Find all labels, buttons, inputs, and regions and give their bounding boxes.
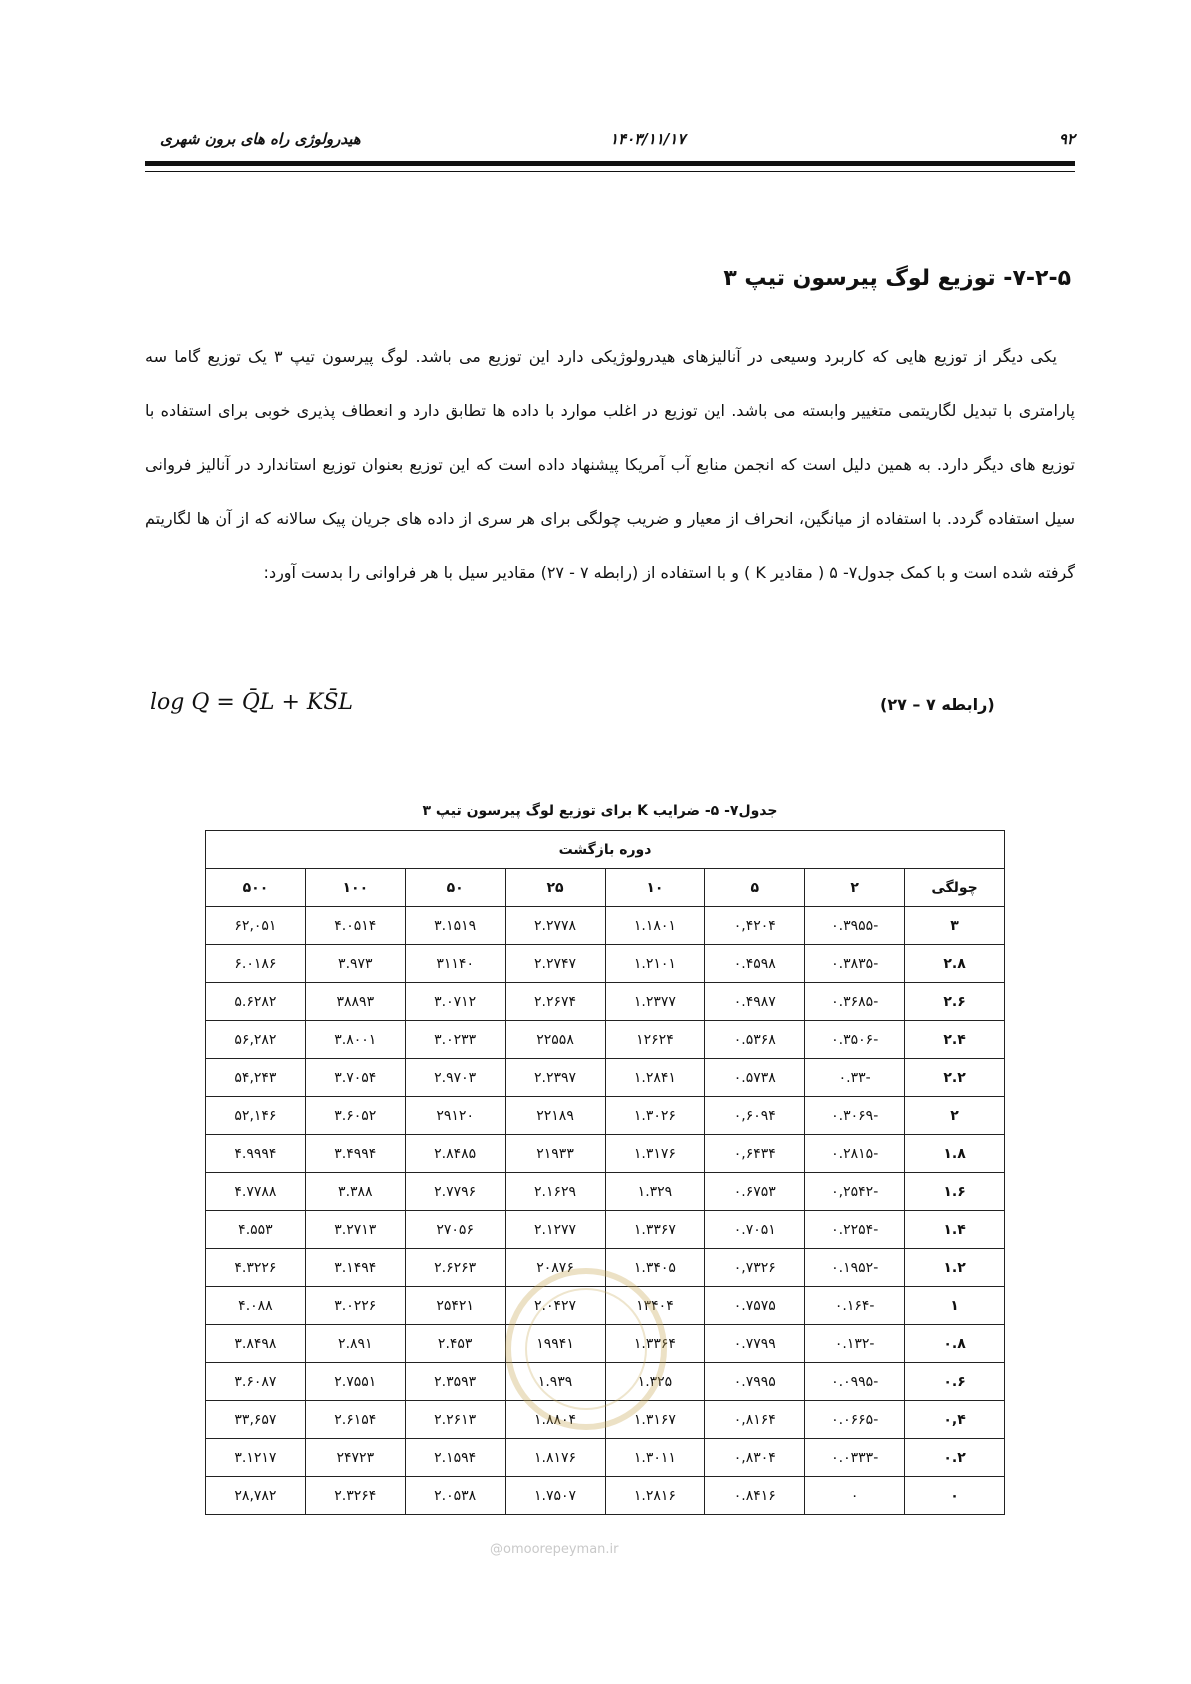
column-header-row: [206, 869, 1005, 907]
k-value-cell: ۲.۸۴۸۵: [405, 1135, 505, 1173]
skewness-cell: ۱: [905, 1287, 1005, 1325]
k-value-cell: ۱۳۴۰۴: [605, 1287, 705, 1325]
k-value-cell: ۲.۲۶۷۴: [505, 983, 605, 1021]
k-value-cell: ۳۸۸۹۳: [305, 983, 405, 1021]
k-value-cell: ۰: [805, 1477, 905, 1515]
column-header-period: ۲۵: [505, 869, 605, 907]
k-value-cell: -۰.۰۶۶۵: [805, 1401, 905, 1439]
k-value-cell: ۲.۲۶۱۳: [405, 1401, 505, 1439]
k-value-cell: ۰.۷۷۹۹: [705, 1325, 805, 1363]
skewness-cell: ۲: [905, 1097, 1005, 1135]
k-value-cell: -۰.۱۹۵۲: [805, 1249, 905, 1287]
k-value-cell: ۰,۶۴۳۴: [705, 1135, 805, 1173]
k-value-cell: ۰.۷۰۵۱: [705, 1211, 805, 1249]
k-value-cell: ۱۹۹۴۱: [505, 1325, 605, 1363]
skewness-cell: ۰.۸: [905, 1325, 1005, 1363]
k-value-cell: ۴.۷۷۸۸: [206, 1173, 306, 1211]
k-value-cell: ۱.۳۲۹: [605, 1173, 705, 1211]
k-value-cell: ۲۱۹۳۳: [505, 1135, 605, 1173]
k-value-cell: ۲.۲۷۷۸: [505, 907, 605, 945]
k-value-cell: ۳.۳۸۸: [305, 1173, 405, 1211]
skewness-cell: ۳: [905, 907, 1005, 945]
column-header-period: ۱۰: [605, 869, 705, 907]
section-heading: ۷-۲-۵- توزیع لوگ پیرسون تیپ ۳: [723, 266, 1071, 291]
group-header-row: [206, 831, 1005, 869]
k-value-cell: ۱۲۶۲۴: [605, 1021, 705, 1059]
k-value-cell: ۲۷۰۵۶: [405, 1211, 505, 1249]
table-row: [206, 1135, 1005, 1173]
header-rule-thick: [145, 161, 1075, 166]
k-value-cell: ۳.۴۹۹۴: [305, 1135, 405, 1173]
skewness-cell: ۱.۴: [905, 1211, 1005, 1249]
k-value-cell: ۳.۰۲۲۶: [305, 1287, 405, 1325]
k-value-cell: ۳.۱۲۱۷: [206, 1439, 306, 1477]
k-value-cell: ۲.۱۶۲۹: [505, 1173, 605, 1211]
k-value-cell: ۴.۰۵۱۴: [305, 907, 405, 945]
k-value-cell: -۰.۱۳۲: [805, 1325, 905, 1363]
k-value-cell: ۰.۷۵۷۵: [705, 1287, 805, 1325]
k-value-cell: ۲.۰۵۳۸: [405, 1477, 505, 1515]
k-value-cell: ۰.۸۴۱۶: [705, 1477, 805, 1515]
k-value-cell: ۳.۷۰۵۴: [305, 1059, 405, 1097]
group-header: دوره بازگشت: [206, 831, 1005, 869]
skewness-cell: ۰.۶: [905, 1363, 1005, 1401]
k-value-cell: ۰.۶۷۵۳: [705, 1173, 805, 1211]
k-value-cell: -۰.۲۲۵۴: [805, 1211, 905, 1249]
page-number: ۹۲: [1058, 130, 1075, 148]
table-row: [206, 1477, 1005, 1515]
k-value-cell: ۲.۱۲۷۷: [505, 1211, 605, 1249]
k-value-cell: ۳.۶۰۵۲: [305, 1097, 405, 1135]
k-value-cell: ۲۵۴۲۱: [405, 1287, 505, 1325]
k-value-cell: ۴.۳۲۲۶: [206, 1249, 306, 1287]
paragraph-text: یکی دیگر از توزیع هایی که کاربرد وسیعی در آنالیزهای هیدرولوژیکی دارد این توزیع می باشد. لوگ پیرسون تیپ ۳ یک توزیع گاما سه پارامتری با تبدیل لگاریتمی متغییر وابسته می باشد. این توزیع در اغلب موارد با داده ها تطابق دارد و انعطاف پذیری خوبی برای استفاده با توزیع های دیگر دارد. به همین دلیل است که انجمن منابع آب آمریکا پیشنهاد داده است که این توزیع بعنوان توزیع استاندارد در آنالیز فروانی سیل استفاده گردد. با استفاده از میانگین، انحراف از معیار و ضریب چولگی برای هر سری از داده های جریان پیک سالانه که از آن ها لگاریتم گرفته شده است و با کمک جدول۷- ۵ ( مقادیر K ) و با استفاده از (رابطه ۷ - ۲۷) مقادیر سیل با هر فراوانی را بدست آورد:: [145, 347, 1075, 582]
k-value-cell: ۵۴,۲۴۳: [206, 1059, 306, 1097]
k-value-cell: ۰,۸۱۶۴: [705, 1401, 805, 1439]
k-value-cell: ۱.۳۴۰۵: [605, 1249, 705, 1287]
k-value-cell: ۱.۷۵۰۷: [505, 1477, 605, 1515]
table-row: [206, 945, 1005, 983]
k-value-cell: ۲.۲۳۹۷: [505, 1059, 605, 1097]
skewness-cell: ۲.۲: [905, 1059, 1005, 1097]
k-value-cell: ۱.۹۳۹: [505, 1363, 605, 1401]
k-value-cell: ۲.۳۵۹۳: [405, 1363, 505, 1401]
k-value-cell: -۰.۳۳: [805, 1059, 905, 1097]
watermark-seal: [505, 1268, 667, 1430]
k-value-cell: ۱.۲۸۴۱: [605, 1059, 705, 1097]
k-value-cell: ۳.۱۴۹۴: [305, 1249, 405, 1287]
book-title: هیدرولوژی راه های برون شهری: [160, 130, 361, 148]
k-value-cell: ۳.۰۷۱۲: [405, 983, 505, 1021]
k-value-cell: ۱.۳۰۱۱: [605, 1439, 705, 1477]
skewness-cell: ۰,۴: [905, 1401, 1005, 1439]
k-value-cell: ۵۲,۱۴۶: [206, 1097, 306, 1135]
formula-text: log Q = Q̄L + KS̄L: [150, 690, 353, 715]
k-value-cell: ۱.۲۳۷۷: [605, 983, 705, 1021]
k-value-cell: ۳.۲۷۱۳: [305, 1211, 405, 1249]
column-header-period: ۵۰: [405, 869, 505, 907]
k-value-cell: ۰.۴۵۹۸: [705, 945, 805, 983]
k-value-cell: ۱.۳۳۶۷: [605, 1211, 705, 1249]
k-value-cell: ۱.۲۸۱۶: [605, 1477, 705, 1515]
k-value-cell: -۰,۲۵۴۲: [805, 1173, 905, 1211]
k-value-cell: ۶۲,۰۵۱: [206, 907, 306, 945]
k-value-cell: ۰.۵۷۳۸: [705, 1059, 805, 1097]
k-value-cell: ۵.۶۲۸۲: [206, 983, 306, 1021]
k-value-cell: ۱.۸۸۰۴: [505, 1401, 605, 1439]
table-row: [206, 907, 1005, 945]
table-row: [206, 1021, 1005, 1059]
skewness-cell: ۱.۶: [905, 1173, 1005, 1211]
k-value-cell: ۲.۶۲۶۳: [405, 1249, 505, 1287]
table-row: [206, 1211, 1005, 1249]
k-value-cell: ۱.۲۱۰۱: [605, 945, 705, 983]
body-paragraph: [145, 330, 1075, 600]
k-value-cell: ۲.۶۱۵۴: [305, 1401, 405, 1439]
k-value-cell: -۰.۳۸۳۵: [805, 945, 905, 983]
k-value-cell: ۰,۴۲۰۴: [705, 907, 805, 945]
column-header-period: ۱۰۰: [305, 869, 405, 907]
k-value-cell: ۰,۶۰۹۴: [705, 1097, 805, 1135]
table-caption: جدول۷- ۵- ضرایب K برای توزیع لوگ پیرسون تیپ ۳: [422, 803, 778, 819]
k-value-cell: ۲۸,۷۸۲: [206, 1477, 306, 1515]
table-row: [206, 1173, 1005, 1211]
k-value-cell: ۲.۷۵۵۱: [305, 1363, 405, 1401]
k-value-cell: ۱.۸۱۷۶: [505, 1439, 605, 1477]
k-value-cell: ۲.۳۲۶۴: [305, 1477, 405, 1515]
k-value-cell: ۳.۸۴۹۸: [206, 1325, 306, 1363]
k-value-cell: ۲.۰۴۲۷: [505, 1287, 605, 1325]
k-value-cell: ۱.۳۳۶۴: [605, 1325, 705, 1363]
k-value-cell: -۰.۱۶۴: [805, 1287, 905, 1325]
skewness-cell: ۲.۶: [905, 983, 1005, 1021]
k-value-cell: ۳۱۱۴۰: [405, 945, 505, 983]
k-value-cell: ۳.۱۵۱۹: [405, 907, 505, 945]
k-value-cell: ۳.۹۷۳: [305, 945, 405, 983]
k-value-cell: ۱.۳۲۵: [605, 1363, 705, 1401]
skewness-cell: ۲.۸: [905, 945, 1005, 983]
k-value-cell: ۲.۴۵۳: [405, 1325, 505, 1363]
k-value-cell: ۱.۱۸۰۱: [605, 907, 705, 945]
k-value-cell: ۶.۰۱۸۶: [206, 945, 306, 983]
k-value-cell: ۳.۰۲۳۳: [405, 1021, 505, 1059]
column-header-period: ۵۰۰: [206, 869, 306, 907]
k-value-cell: ۲۴۷۲۳: [305, 1439, 405, 1477]
k-value-cell: ۱.۳۱۶۷: [605, 1401, 705, 1439]
k-value-cell: ۳۳,۶۵۷: [206, 1401, 306, 1439]
skewness-cell: ۱.۸: [905, 1135, 1005, 1173]
page-header: [145, 130, 1075, 160]
k-value-cell: ۲۲۵۵۸: [505, 1021, 605, 1059]
k-value-cell: -۰.۳۵۰۶: [805, 1021, 905, 1059]
k-value-cell: ۲.۷۷۹۶: [405, 1173, 505, 1211]
skewness-cell: ۰: [905, 1477, 1005, 1515]
header-date: ۱۴۰۳/۱۱/۱۷: [610, 130, 686, 148]
k-value-cell: -۰.۳۹۵۵: [805, 907, 905, 945]
column-header-period: ۲: [805, 869, 905, 907]
skewness-cell: ۱.۲: [905, 1249, 1005, 1287]
k-value-cell: ۴.۹۹۹۴: [206, 1135, 306, 1173]
table-row: [206, 1059, 1005, 1097]
skewness-cell: ۰.۲: [905, 1439, 1005, 1477]
k-value-cell: ۱.۳۰۲۶: [605, 1097, 705, 1135]
k-value-cell: ۴.۰۸۸: [206, 1287, 306, 1325]
formula-label: (رابطه ۷ – ۲۷): [880, 695, 995, 714]
k-value-cell: ۰.۵۳۶۸: [705, 1021, 805, 1059]
column-header-period: ۵: [705, 869, 805, 907]
k-value-cell: -۰.۰۹۹۵: [805, 1363, 905, 1401]
watermark-text: @omoorepeyman.ir: [490, 1542, 619, 1557]
k-value-cell: -۰.۳۰۶۹: [805, 1097, 905, 1135]
k-value-cell: -۰.۰۳۳۳: [805, 1439, 905, 1477]
k-value-cell: ۰.۴۹۸۷: [705, 983, 805, 1021]
table-row: [206, 1439, 1005, 1477]
k-value-cell: ۲.۸۹۱: [305, 1325, 405, 1363]
k-value-cell: ۰,۷۳۲۶: [705, 1249, 805, 1287]
skewness-cell: ۲.۴: [905, 1021, 1005, 1059]
formula-expression: [150, 690, 353, 715]
k-value-cell: -۰.۲۸۱۵: [805, 1135, 905, 1173]
k-value-cell: ۳.۸۰۰۱: [305, 1021, 405, 1059]
k-value-cell: ۲۹۱۲۰: [405, 1097, 505, 1135]
header-rule-thin: [145, 171, 1075, 172]
k-value-cell: ۲۲۱۸۹: [505, 1097, 605, 1135]
k-value-cell: ۴.۵۵۳: [206, 1211, 306, 1249]
k-value-cell: ۰,۸۳۰۴: [705, 1439, 805, 1477]
k-value-cell: ۲.۲۷۴۷: [505, 945, 605, 983]
table-row: [206, 1097, 1005, 1135]
k-value-cell: ۱.۳۱۷۶: [605, 1135, 705, 1173]
k-value-cell: ۲.۱۵۹۴: [405, 1439, 505, 1477]
k-value-cell: -۰.۳۶۸۵: [805, 983, 905, 1021]
k-value-cell: ۰.۷۹۹۵: [705, 1363, 805, 1401]
k-value-cell: ۲۰۸۷۶: [505, 1249, 605, 1287]
column-header-skewness: چولگی: [905, 869, 1005, 907]
k-value-cell: ۳.۶۰۸۷: [206, 1363, 306, 1401]
k-value-cell: ۵۶,۲۸۲: [206, 1021, 306, 1059]
k-value-cell: ۲.۹۷۰۳: [405, 1059, 505, 1097]
table-row: [206, 983, 1005, 1021]
